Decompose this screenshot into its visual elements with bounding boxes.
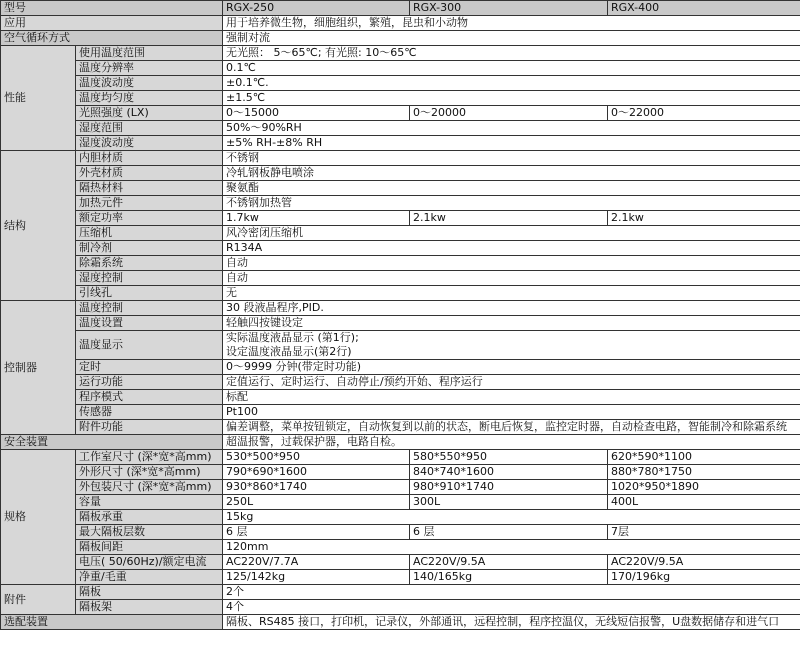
row-label: 程序模式	[76, 390, 223, 405]
spec-row	[1, 555, 800, 570]
row-value: 偏差调整，菜单按钮锁定，自动恢复到以前的状态，断电后恢复，监控定时器，自动检查电路，智能制冷和除霜系统	[223, 420, 800, 435]
row-value: 6 层	[223, 525, 410, 540]
row-label: 额定功率	[76, 211, 223, 226]
spec-row	[1, 465, 800, 480]
row-label: 隔板	[76, 585, 223, 600]
model-name: RGX-250	[223, 1, 410, 16]
row-value: 140/165kg	[410, 570, 608, 585]
row-label: 工作室尺寸 (深*宽*高mm)	[76, 450, 223, 465]
row-label: 隔板间距	[76, 540, 223, 555]
spec-row	[1, 151, 800, 166]
row-value: 930*860*1740	[223, 480, 410, 495]
row-value: 用于培养微生物，细胞组织，繁殖，昆虫和小动物	[223, 16, 800, 31]
row-value: 50%～90%RH	[223, 121, 800, 136]
spec-row	[1, 181, 800, 196]
row-value: 1.7kw	[223, 211, 410, 226]
row-value: Pt100	[223, 405, 800, 420]
spec-row	[1, 420, 800, 435]
row-value: 15kg	[223, 510, 800, 525]
spec-row	[1, 211, 800, 226]
row-value: 0～20000	[410, 106, 608, 121]
spec-row	[1, 570, 800, 585]
row-label: 安全装置	[1, 435, 223, 450]
row-label: 隔板架	[76, 600, 223, 615]
row-label: 制冷剂	[76, 241, 223, 256]
row-value: 580*550*950	[410, 450, 608, 465]
row-label: 湿度控制	[76, 271, 223, 286]
row-label: 定时	[76, 360, 223, 375]
row-value: 170/196kg	[608, 570, 800, 585]
row-value: 轻触四按键设定	[223, 316, 800, 331]
row-value: 不锈钢加热管	[223, 196, 800, 211]
category-performance: 性能	[1, 46, 76, 151]
row-label: 隔热材料	[76, 181, 223, 196]
row-label: 使用温度范围	[76, 46, 223, 61]
spec-row	[1, 480, 800, 495]
spec-row	[1, 241, 800, 256]
row-value	[223, 331, 800, 360]
spec-row	[1, 405, 800, 420]
spec-row	[1, 495, 800, 510]
row-value: 4个	[223, 600, 800, 615]
row-value: 2个	[223, 585, 800, 600]
spec-row	[1, 450, 800, 465]
row-label: 空气循环方式	[1, 31, 223, 46]
spec-row	[1, 271, 800, 286]
row-value: 0～9999 分钟(带定时功能)	[223, 360, 800, 375]
spec-row	[1, 76, 800, 91]
row-label: 温度显示	[76, 331, 223, 360]
spec-row	[1, 91, 800, 106]
model-name: RGX-400	[608, 1, 800, 16]
row-value: R134A	[223, 241, 800, 256]
row-label: 容量	[76, 495, 223, 510]
category-structure: 结构	[1, 151, 76, 301]
row-value: 强制对流	[223, 31, 800, 46]
row-label: 最大隔板层数	[76, 525, 223, 540]
spec-row	[1, 286, 800, 301]
row-value: 冷轧钢板静电喷涂	[223, 166, 800, 181]
spec-row	[1, 390, 800, 405]
row-label: 压缩机	[76, 226, 223, 241]
row-value: 1020*950*1890	[608, 480, 800, 495]
row-label: 内胆材质	[76, 151, 223, 166]
row-value: 隔板、RS485 接口，打印机，记录仪，外部通讯，远程控制，程序控温仪，无线短信报警，U盘数据储存和进气口	[223, 615, 800, 630]
display-line-1: 实际温度液晶显示 (第1行);	[226, 331, 359, 344]
spec-row	[1, 46, 800, 61]
spec-row	[1, 256, 800, 271]
optional-row	[1, 615, 800, 630]
spec-row	[1, 226, 800, 241]
row-value: 标配	[223, 390, 800, 405]
spec-row	[1, 316, 800, 331]
row-value: ±1.5℃	[223, 91, 800, 106]
row-value: 自动	[223, 256, 800, 271]
row-value: 6 层	[410, 525, 608, 540]
row-label: 湿度范围	[76, 121, 223, 136]
row-value: 880*780*1750	[608, 465, 800, 480]
row-label: 温度均匀度	[76, 91, 223, 106]
spec-row	[1, 525, 800, 540]
row-value: 0～22000	[608, 106, 800, 121]
row-label: 选配装置	[1, 615, 223, 630]
row-label: 温度设置	[76, 316, 223, 331]
spec-row	[1, 331, 800, 360]
row-label: 加热元件	[76, 196, 223, 211]
row-value: 自动	[223, 271, 800, 286]
spec-row	[1, 540, 800, 555]
row-label: 隔板承重	[76, 510, 223, 525]
row-value: 300L	[410, 495, 608, 510]
display-line-2: 设定温度液晶显示(第2行)	[226, 345, 352, 358]
row-value: AC220V/9.5A	[608, 555, 800, 570]
row-label: 温度波动度	[76, 76, 223, 91]
row-value: 0～15000	[223, 106, 410, 121]
row-value: 840*740*1600	[410, 465, 608, 480]
application-row	[1, 16, 800, 31]
row-label: 外壳材质	[76, 166, 223, 181]
row-value: 聚氨酯	[223, 181, 800, 196]
row-value: AC220V/7.7A	[223, 555, 410, 570]
row-value: 2.1kw	[410, 211, 608, 226]
spec-row	[1, 166, 800, 181]
row-value: 0.1℃	[223, 61, 800, 76]
category-accessories: 附件	[1, 585, 76, 615]
row-value: 790*690*1600	[223, 465, 410, 480]
row-value: 980*910*1740	[410, 480, 608, 495]
row-value: AC220V/9.5A	[410, 555, 608, 570]
spec-row	[1, 196, 800, 211]
spec-row	[1, 106, 800, 121]
row-value: 30 段液晶程序,PID.	[223, 301, 800, 316]
row-label: 光照强度 (LX)	[76, 106, 223, 121]
row-label: 净重/毛重	[76, 570, 223, 585]
row-value: 不锈钢	[223, 151, 800, 166]
row-label: 运行功能	[76, 375, 223, 390]
row-value: 620*590*1100	[608, 450, 800, 465]
row-value: 125/142kg	[223, 570, 410, 585]
category-specs: 规格	[1, 450, 76, 585]
row-value: 无光照： 5～65℃; 有光照: 10～65℃	[223, 46, 800, 61]
row-value: 530*500*950	[223, 450, 410, 465]
row-value: 超温报警，过载保护器，电路自检。	[223, 435, 800, 450]
spec-row	[1, 121, 800, 136]
spec-row	[1, 301, 800, 316]
row-label: 除霜系统	[76, 256, 223, 271]
row-label: 温度分辨率	[76, 61, 223, 76]
air-circulation-row	[1, 31, 800, 46]
row-value: 2.1kw	[608, 211, 800, 226]
spec-row	[1, 360, 800, 375]
row-label: 附件功能	[76, 420, 223, 435]
row-label: 应用	[1, 16, 223, 31]
row-label: 引线孔	[76, 286, 223, 301]
row-label: 外包装尺寸 (深*宽*高mm)	[76, 480, 223, 495]
row-value: 400L	[608, 495, 800, 510]
spec-row	[1, 585, 800, 600]
spec-row	[1, 600, 800, 615]
spec-row	[1, 375, 800, 390]
row-value: 250L	[223, 495, 410, 510]
row-label: 传感器	[76, 405, 223, 420]
header-row	[1, 1, 800, 16]
row-label: 外形尺寸 (深*宽*高mm)	[76, 465, 223, 480]
model-name: RGX-300	[410, 1, 608, 16]
spec-row	[1, 510, 800, 525]
category-controller: 控制器	[1, 301, 76, 435]
row-value: ±0.1℃.	[223, 76, 800, 91]
row-label: 温度控制	[76, 301, 223, 316]
row-value: 风冷密闭压缩机	[223, 226, 800, 241]
row-label: 湿度波动度	[76, 136, 223, 151]
spec-row	[1, 61, 800, 76]
row-value: 定值运行、定时运行、自动停止/预约开始、程序运行	[223, 375, 800, 390]
row-value: ±5% RH-±8% RH	[223, 136, 800, 151]
row-value: 无	[223, 286, 800, 301]
spec-row	[1, 136, 800, 151]
safety-row	[1, 435, 800, 450]
row-value: 120mm	[223, 540, 800, 555]
header-label: 型号	[1, 1, 223, 16]
row-value: 7层	[608, 525, 800, 540]
row-label: 电压( 50/60Hz)/额定电流	[76, 555, 223, 570]
